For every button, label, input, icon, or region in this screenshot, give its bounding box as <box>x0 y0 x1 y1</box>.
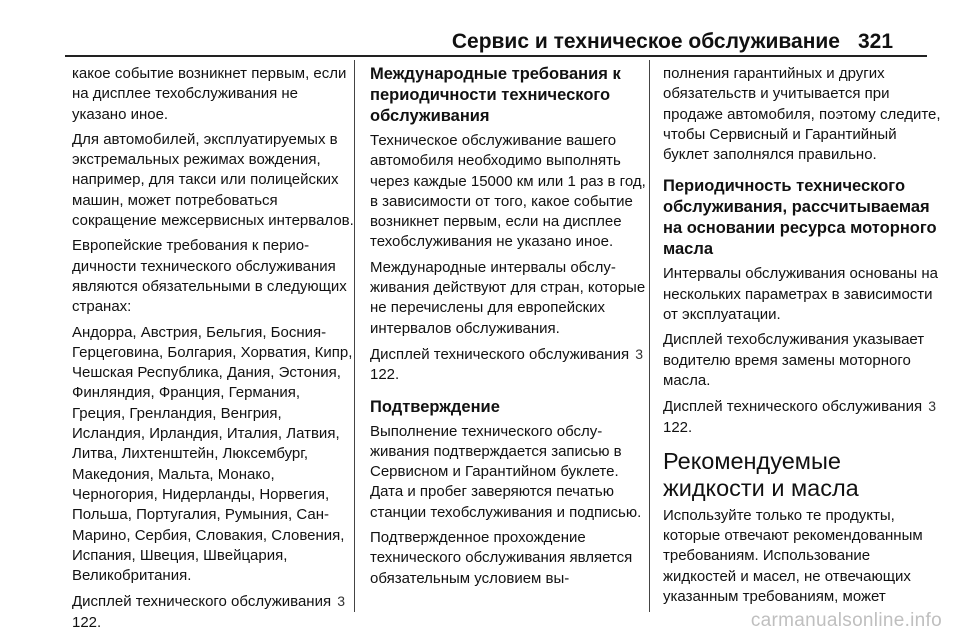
paragraph: Дисплей техобслуживания указывает водителю время замены моторного масла. <box>663 331 925 389</box>
paragraph: Подтвержденное прохождение технического обслуживания является обязательным условием вы- <box>370 529 633 587</box>
paragraph: Международные интервалы обслуживания действуют для стран, которые не перечислены для европейских интервалов обслуживания. <box>370 258 646 337</box>
paragraph: какое событие возникнет первым, если на дисплее техобслуживания не указано иное. <box>72 65 347 123</box>
section-heading: Подтверждение <box>370 397 500 416</box>
page-reference-icon: 3 <box>928 398 937 415</box>
paragraph: Используйте только те продукты, которые отвечают рекомендованным требованиям. Использование жидкостей и масел, не отвечающих указанным требованиям, может <box>663 506 923 606</box>
column-1 <box>72 64 354 638</box>
paragraph: Для автомобилей, эксплуатируемых в экстремальных режимах вождения, например, для такси или полицейских машин, может потребоваться сокращение межсервисных интервалов. <box>72 130 354 230</box>
column-3 <box>663 64 945 612</box>
paragraph: Европейские требования к периодичности технического обслуживания являются обязательными в следующих странах: <box>72 237 347 316</box>
section-heading: Периодичность технического обслуживания, рассчитываемая на основании ресурса моторного масла <box>663 177 937 259</box>
column-divider-1 <box>354 60 355 612</box>
cross-reference[interactable] <box>370 344 652 386</box>
paragraph: полнения гарантийных и других обязательств и учитывается при продаже автомобиля, поэтому следите, чтобы Сервисный и Гарантийный буклет заполнялся правильно. <box>663 65 941 164</box>
cross-reference[interactable] <box>72 591 354 633</box>
paragraph: Интервалы обслуживания основаны на нескольких параметрах в зависимости от эксплуатации. <box>663 265 938 324</box>
reference-page: 122. <box>370 366 400 384</box>
header-divider <box>65 55 927 57</box>
chapter-heading: Рекомендуемые жидкости и масла <box>663 447 859 501</box>
page-number: 321 <box>858 30 894 53</box>
page-header <box>0 0 960 60</box>
paragraph: Техническое обслуживание вашего автомобиля необходимо выполнять через каждые 15000 км или 1 раз в год, в зависимости от того, какое событие возникнет первым, если на дисплее техобслуживания не указано иное. <box>370 132 646 251</box>
page-reference-icon: 3 <box>337 593 346 610</box>
paragraph: Выполнение технического обслуживания подтверждается записью в Сервисном и Гарантийном буклете. Дата и пробег заверяются печатью станции техобслуживания и подписью. <box>370 422 642 521</box>
page-title: Сервис и техническое обслуживание <box>451 30 840 53</box>
section-heading: Международные требования к периодичности технического обслуживания <box>370 65 621 125</box>
reference-text: Дисплей технического обслуживания <box>72 593 332 611</box>
reference-text: Дисплей технического обслуживания <box>370 345 630 363</box>
page-reference-icon: 3 <box>635 345 644 362</box>
watermark: carmanualsonline.info <box>750 610 942 631</box>
column-2 <box>370 64 652 594</box>
country-list: Андорра, Австрия, Бельгия, Босния-Герцеговина, Болгария, Хорватия, Кипр, Чешская Республика, Дания, Эстония, Финляндия, Франция, Германия, Греция, Гренландия, Венгрия, Исландия, Ирландия, Италия, Латвия, Литва, Лихтенштейн, Люксембург, Македония, Мальта, Монако, Черногория, Нидерланды, Норвегия, Польша, Португалия, Румыния, Сан-Марино, Сербия, Словакия, Словения, Испания, Швеция, Швейцария, Великобритания. <box>72 323 353 585</box>
cross-reference[interactable] <box>663 396 945 438</box>
reference-page: 122. <box>72 613 102 631</box>
reference-page: 122. <box>663 418 693 436</box>
reference-text: Дисплей технического обслуживания <box>663 398 923 416</box>
